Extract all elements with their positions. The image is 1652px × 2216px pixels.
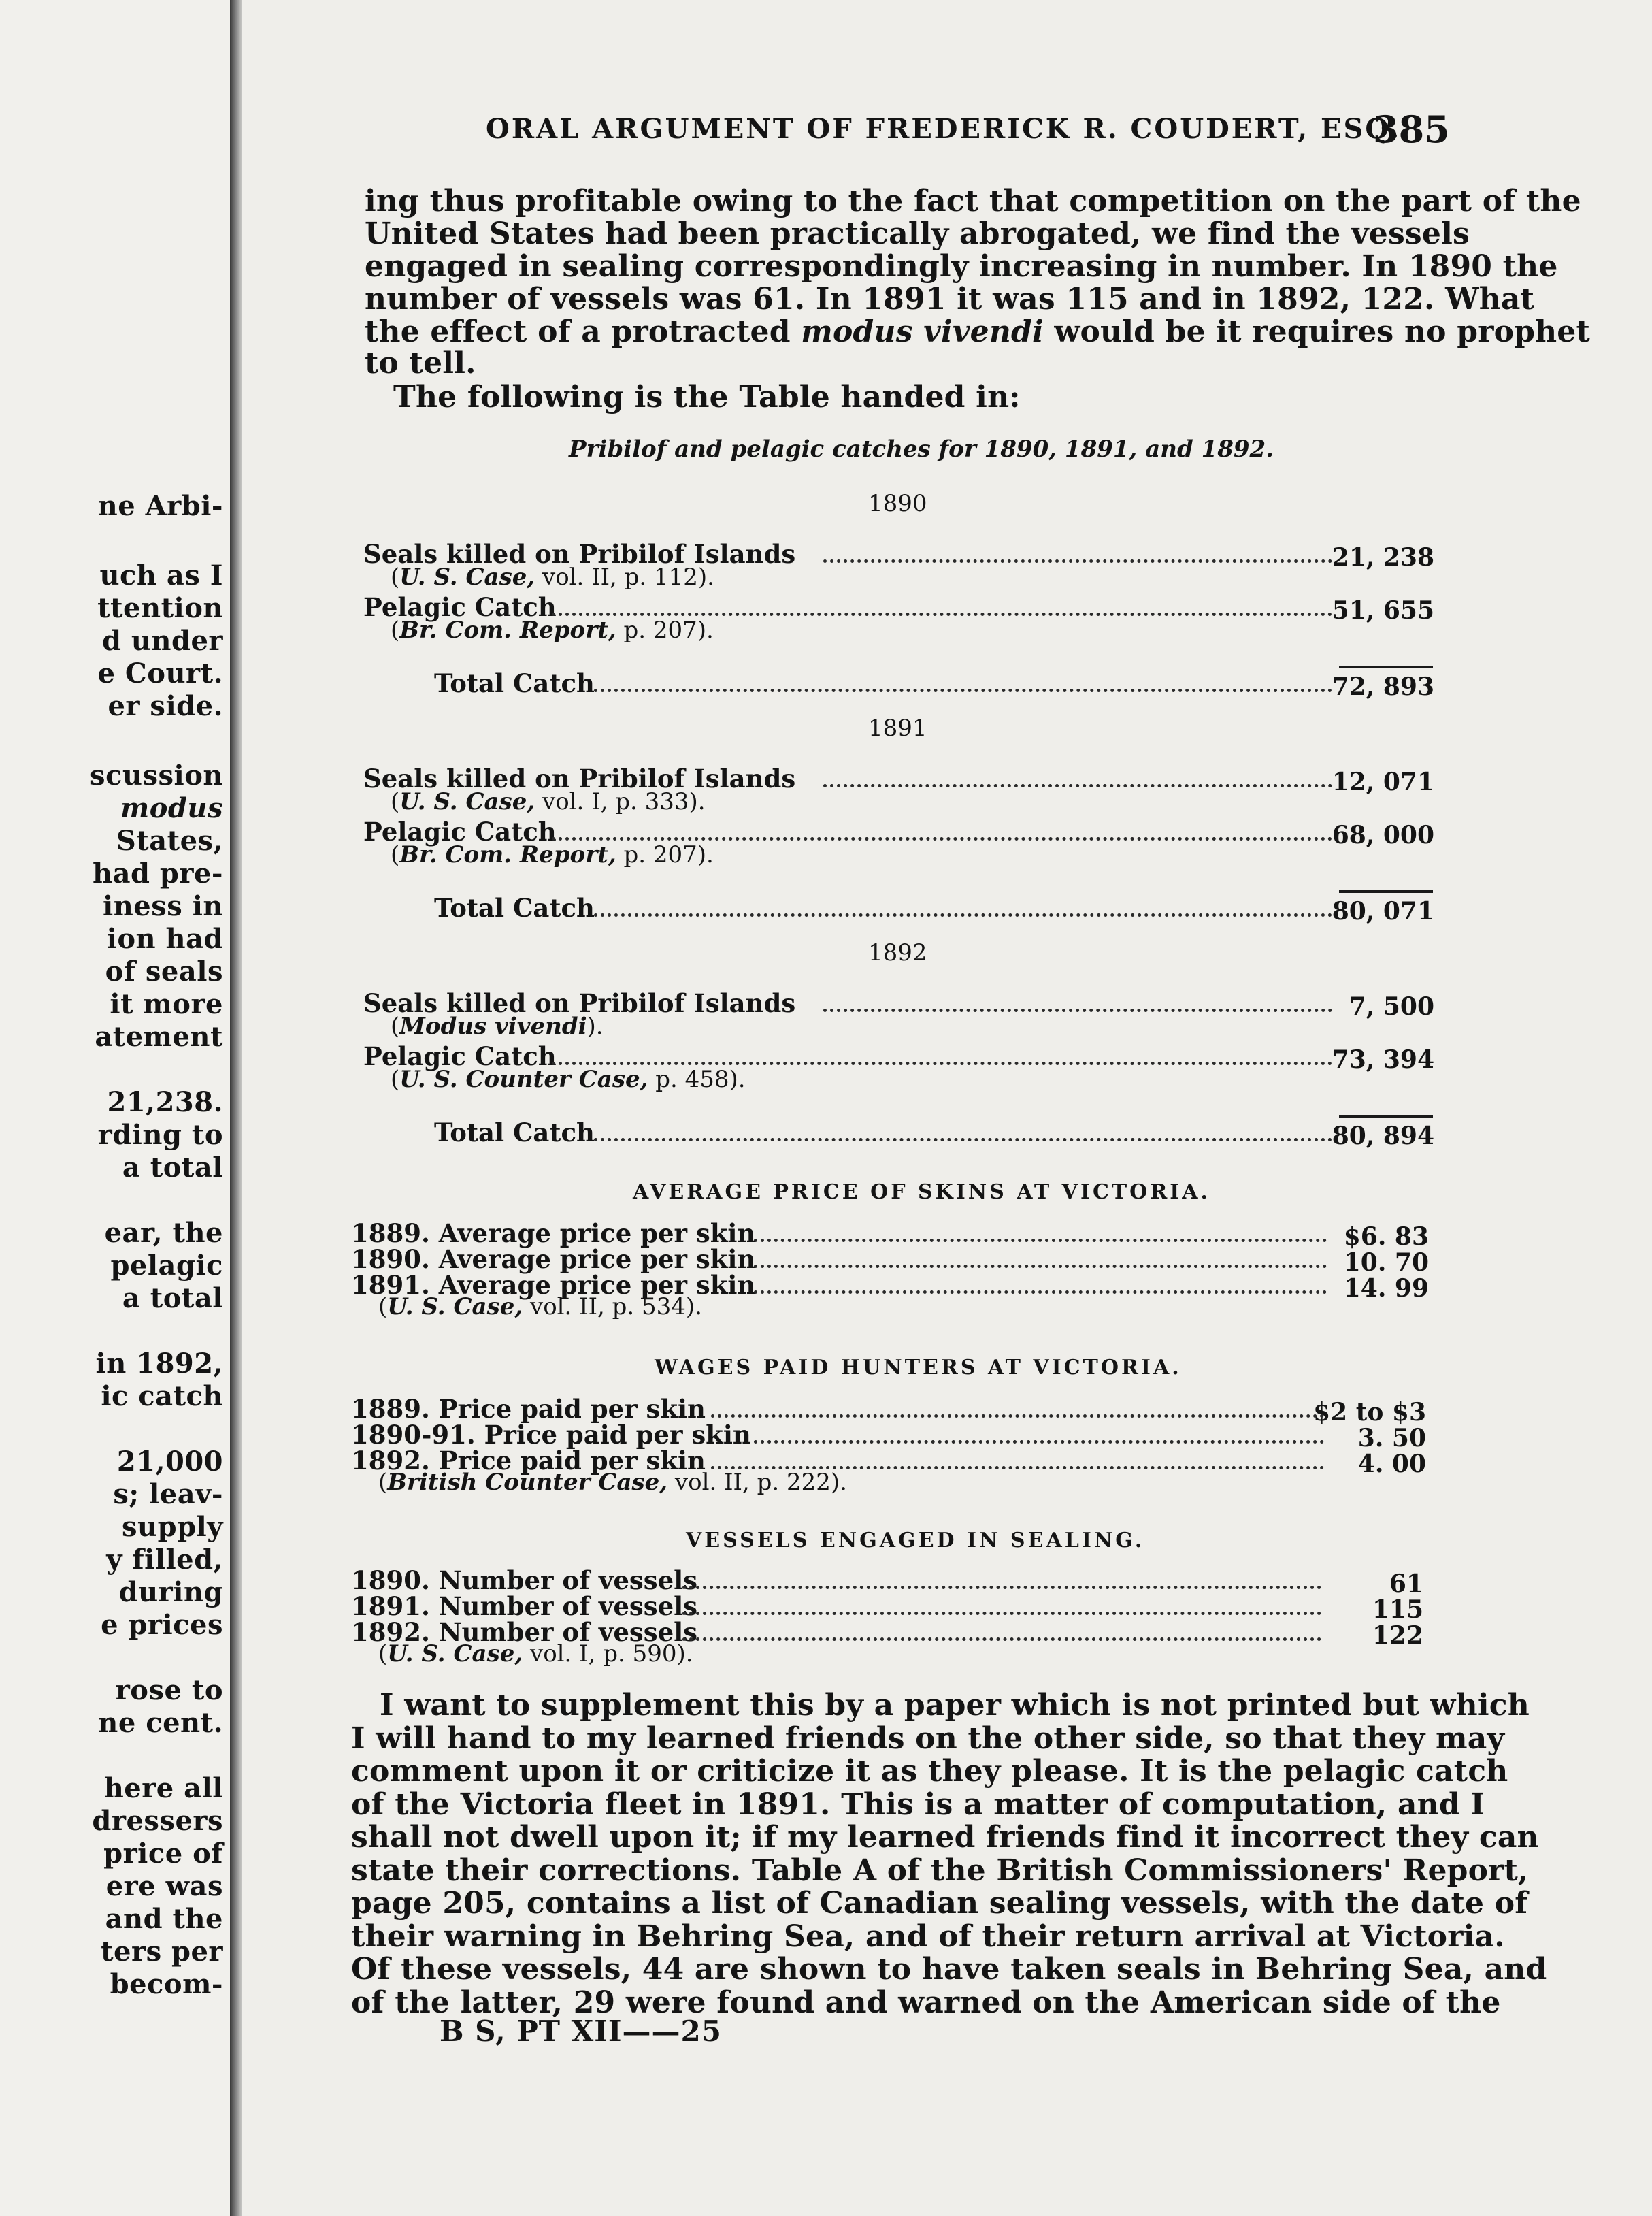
signature-mark: B S, PT XII——25 [440, 2015, 722, 2048]
source-title: Br. Com. Report, [399, 617, 616, 644]
facing-page-line: ic catch [101, 1380, 223, 1412]
price_section-row-value: 10. 70 [1343, 1248, 1429, 1277]
facing-page-line: modus [120, 792, 223, 824]
source-paren: ( [391, 1013, 400, 1040]
facing-page-line: and the [105, 1903, 223, 1935]
total-rule [1339, 1115, 1433, 1118]
catch-row-label: Pelagic Catch [363, 1041, 557, 1071]
source-paren: ( [391, 788, 400, 815]
facing-page-line: rose to [115, 1674, 223, 1706]
facing-page-line: er side. [108, 690, 223, 722]
wages_section-row-label: 1889. Price paid per skin [351, 1394, 706, 1424]
catch-row-leader [823, 1009, 1332, 1012]
price_section-heading: AVERAGE PRICE OF SKINS AT VICTORIA. [633, 1180, 1210, 1204]
italic-run: modus vivendi [801, 314, 1044, 349]
vessels_section-row-value: 115 [1372, 1595, 1423, 1624]
facing-page-line: ion had [106, 923, 223, 955]
source-detail: vol. II, p. 222). [667, 1469, 847, 1496]
source-title: U. S. Counter Case, [399, 1066, 648, 1093]
source-paren: ( [391, 841, 400, 868]
vessels_section-row-leader [682, 1637, 1321, 1641]
wages_section-row-leader [711, 1414, 1324, 1418]
facing-page-line: ters per [101, 1936, 223, 1968]
catch-row-source [391, 617, 714, 644]
source-title: U. S. Case, [387, 1293, 523, 1320]
total-catch-leader [594, 1138, 1332, 1141]
total-catch-value: 80, 071 [1332, 897, 1434, 926]
year-heading: 1892 [868, 939, 927, 966]
facing-page-line: ne Arbi- [97, 490, 223, 522]
vessels_section-row-label: 1892. Number of vessels [351, 1617, 698, 1647]
wages_section-row-label: 1890-91. Price paid per skin [351, 1420, 751, 1450]
facing-page-line: rding to [97, 1119, 223, 1151]
facing-page-line: scussion [90, 760, 223, 792]
source-title: U. S. Case, [399, 788, 535, 815]
table-caption: Pribilof and pelagic catches for 1890, 1891, and 1892. [569, 436, 1274, 463]
wages_section-row-value: 3. 50 [1357, 1424, 1426, 1452]
total-catch-value: 72, 893 [1332, 672, 1434, 701]
price_section-source [378, 1293, 702, 1320]
facing-page-line: ttention [97, 592, 223, 624]
catch-row-value: 7, 500 [1349, 992, 1434, 1021]
catch-row-source [391, 788, 706, 815]
facing-page-line: had pre- [93, 858, 223, 890]
facing-page-line: ne cent. [98, 1707, 223, 1739]
book-page [242, 0, 1652, 2216]
source-paren: ( [391, 1066, 400, 1093]
facing-page-line: pelagic [110, 1250, 223, 1282]
facing-page-line: uch as I [99, 559, 223, 591]
text-run: would be it requires no prophet [1043, 314, 1591, 349]
total-catch-label: Total Catch [434, 893, 595, 923]
closing-line: Of these vessels, 44 are shown to have taken seals in Behring Sea, and [351, 1952, 1547, 1987]
facing-page-line: e Court. [97, 657, 223, 689]
closing-line: of the Victoria fleet in 1891. This is a matter of computation, and I [351, 1787, 1485, 1822]
intro-line: United States had been practically abrogated, we find the vessels [365, 216, 1470, 251]
closing-line: comment upon it or criticize it as they please. It is the pelagic catch [351, 1754, 1508, 1789]
catch-row-value: 68, 000 [1332, 821, 1434, 849]
vessels_section-source [378, 1640, 693, 1667]
facing-page-line: e prices [101, 1609, 223, 1641]
facing-page-line: ear, the [104, 1217, 223, 1249]
wages_section-row-value: $2 to $3 [1313, 1398, 1426, 1427]
catch-row-label: Pelagic Catch [363, 592, 557, 622]
catch-row-value: 73, 394 [1332, 1045, 1434, 1074]
facing-page-line: becom- [110, 1968, 223, 2000]
closing-line: I want to supplement this by a paper which is not printed but which [380, 1688, 1530, 1723]
source-paren: ( [391, 617, 400, 644]
source-title: British Counter Case, [387, 1469, 668, 1496]
source-detail: ). [587, 1013, 604, 1040]
source-title: U. S. Case, [387, 1640, 523, 1667]
year-heading: 1890 [868, 490, 927, 517]
facing-page-line: d under [101, 625, 223, 657]
intro-line: ing thus profitable owing to the fact that competition on the part of the [365, 184, 1581, 218]
intro-line: engaged in sealing correspondingly increasing in number. In 1890 the [365, 249, 1558, 284]
catch-row-label: Pelagic Catch [363, 817, 557, 847]
catch-row-leader [823, 559, 1332, 563]
price_section-row-leader [754, 1290, 1327, 1294]
catch-row-label: Seals killed on Pribilof Islands [363, 539, 796, 569]
vessels_section-heading: VESSELS ENGAGED IN SEALING. [686, 1529, 1145, 1552]
year-heading: 1891 [868, 715, 927, 742]
facing-page-line: dressers [92, 1805, 223, 1837]
facing-page-line: States, [116, 825, 223, 857]
source-paren: ( [378, 1469, 388, 1496]
wages_section-source [378, 1469, 847, 1496]
catch-row-leader [552, 837, 1332, 841]
catch-row-value: 12, 071 [1332, 768, 1434, 796]
facing-page-line: price of [103, 1838, 223, 1870]
catch-row-label: Seals killed on Pribilof Islands [363, 764, 796, 794]
price_section-row-leader [754, 1265, 1327, 1268]
source-detail: vol. II, p. 534). [523, 1293, 702, 1320]
vessels_section-row-leader [682, 1586, 1321, 1589]
price_section-row-label: 1890. Average price per skin [351, 1244, 756, 1274]
total-catch-value: 80, 894 [1332, 1122, 1434, 1150]
vessels_section-row-label: 1891. Number of vessels [351, 1591, 698, 1621]
catch-row-source [391, 564, 714, 591]
source-detail: vol. II, p. 112). [535, 564, 714, 591]
source-detail: p. 207). [616, 617, 714, 644]
facing-page-line: y filled, [106, 1544, 223, 1576]
intro-line [365, 314, 1590, 349]
total-catch-leader [594, 689, 1332, 692]
wages_section-row-label: 1892. Price paid per skin [351, 1446, 706, 1476]
price_section-row-value: $6. 83 [1343, 1222, 1429, 1251]
price_section-row-label: 1891. Average price per skin [351, 1270, 756, 1300]
book-gutter [230, 0, 242, 2216]
source-detail: p. 458). [648, 1066, 746, 1093]
vessels_section-row-leader [682, 1612, 1321, 1615]
catch-row-leader [552, 613, 1332, 616]
catch-row-source [391, 1066, 746, 1093]
text-run: the effect of a protracted [365, 314, 802, 349]
catch-row-leader [823, 784, 1332, 787]
facing-page-line: atement [95, 1021, 223, 1053]
running-title: ORAL ARGUMENT OF FREDERICK R. COUDERT, ESQ. [486, 113, 1402, 145]
facing-page-line: a total [122, 1282, 223, 1314]
facing-page-line: s; leav- [113, 1478, 223, 1510]
page-number: 385 [1373, 108, 1450, 151]
vessels_section-row-label: 1890. Number of vessels [351, 1565, 698, 1595]
source-paren: ( [378, 1640, 388, 1667]
wages_section-row-value: 4. 00 [1357, 1450, 1426, 1478]
source-detail: vol. I, p. 333). [535, 788, 706, 815]
source-title: Br. Com. Report, [399, 841, 616, 868]
price_section-row-leader [754, 1239, 1327, 1242]
facing-page-fragment [0, 0, 230, 2216]
source-detail: p. 207). [616, 841, 714, 868]
total-rule [1339, 890, 1433, 893]
intro-line: The following is the Table handed in: [393, 380, 1021, 414]
facing-page-line: iness in [103, 890, 223, 922]
closing-line: of the latter, 29 were found and warned on the American side of the [351, 1985, 1501, 2020]
closing-line: I will hand to my learned friends on the other side, so that they may [351, 1721, 1505, 1756]
catch-row-label: Seals killed on Pribilof Islands [363, 988, 796, 1018]
facing-page-line: ere was [105, 1870, 223, 1902]
catch-row-source [391, 841, 714, 868]
facing-page-line: in 1892, [95, 1348, 223, 1380]
catch-row-value: 21, 238 [1332, 543, 1434, 572]
closing-line: their warning in Behring Sea, and of their return arrival at Victoria. [351, 1919, 1505, 1954]
wages_section-row-leader [754, 1440, 1324, 1444]
facing-page-line: of seals [105, 956, 223, 988]
facing-page-line: a total [122, 1152, 223, 1184]
vessels_section-row-value: 61 [1389, 1569, 1423, 1598]
catch-row-source [391, 1013, 604, 1040]
price_section-row-value: 14. 99 [1343, 1274, 1429, 1303]
price_section-row-label: 1889. Average price per skin [351, 1218, 756, 1248]
facing-page-line: supply [122, 1511, 223, 1543]
facing-page-line: it more [110, 988, 223, 1020]
total-catch-label: Total Catch [434, 1118, 595, 1147]
intro-line: to tell. [365, 346, 476, 380]
catch-row-leader [552, 1062, 1332, 1065]
total-catch-leader [594, 913, 1332, 917]
source-paren: ( [391, 564, 400, 591]
closing-line: page 205, contains a list of Canadian sealing vessels, with the date of [351, 1886, 1528, 1921]
closing-line: state their corrections. Table A of the British Commissioners' Report, [351, 1853, 1529, 1888]
source-paren: ( [378, 1293, 388, 1320]
facing-page-line: 21,238. [107, 1086, 223, 1118]
facing-page-line: during [118, 1576, 223, 1608]
vessels_section-row-value: 122 [1372, 1621, 1423, 1650]
facing-page-line: here all [103, 1772, 223, 1804]
source-title: Modus vivendi [399, 1013, 587, 1040]
source-title: U. S. Case, [399, 564, 535, 591]
catch-row-value: 51, 655 [1332, 596, 1434, 625]
closing-line: shall not dwell upon it; if my learned friends find it incorrect they can [351, 1820, 1539, 1855]
total-catch-label: Total Catch [434, 668, 595, 698]
source-detail: vol. I, p. 590). [523, 1640, 693, 1667]
total-rule [1339, 666, 1433, 668]
wages_section-heading: WAGES PAID HUNTERS AT VICTORIA. [655, 1356, 1182, 1380]
facing-page-line: 21,000 [116, 1446, 223, 1478]
intro-line: number of vessels was 61. In 1891 it was 115 and in 1892, 122. What [365, 282, 1535, 316]
